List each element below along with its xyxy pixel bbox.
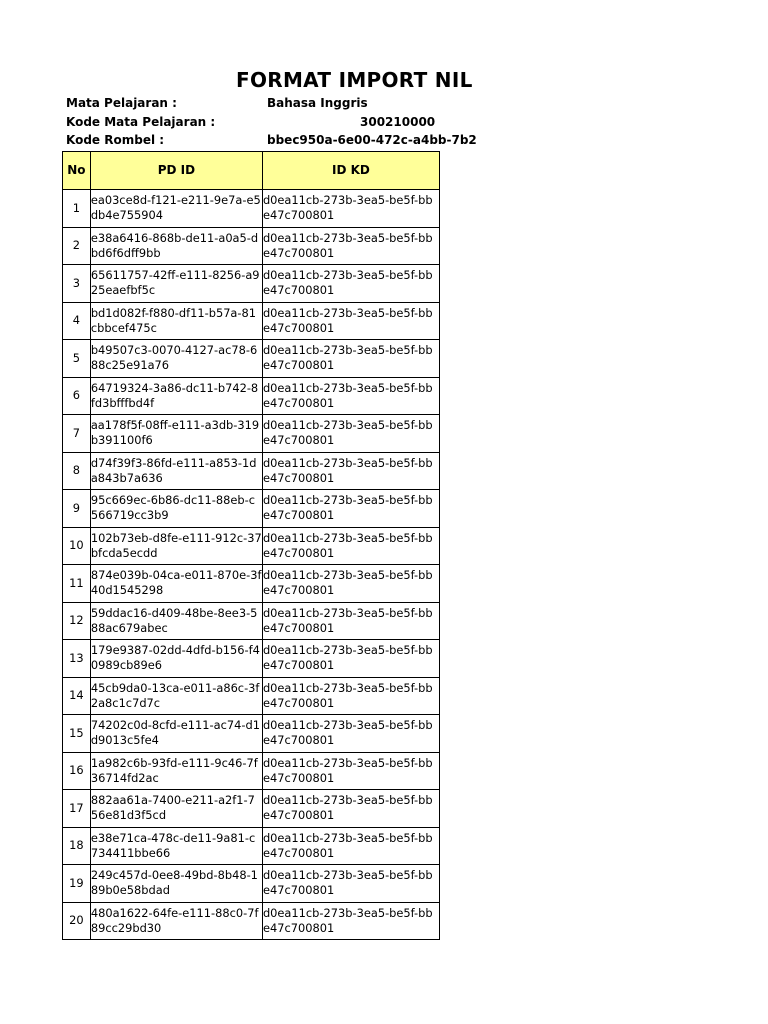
table-row xyxy=(63,190,440,228)
table-row xyxy=(63,340,440,378)
table-row xyxy=(63,227,440,265)
pd-id-cell: e38e71ca-478c-de11-9a81-c734411bbe66 xyxy=(90,827,262,865)
table-row xyxy=(63,865,440,903)
table-header-row xyxy=(63,152,440,190)
id-kd-cell: d0ea11cb-273b-3ea5-be5f-bbe47c700801 xyxy=(262,715,439,753)
pd-id-cell: d74f39f3-86fd-e111-a853-1da843b7a636 xyxy=(90,452,262,490)
kode-rombel-label: Kode Rombel : xyxy=(66,133,165,147)
pd-id-cell: 102b73eb-d8fe-e111-912c-37bfcda5ecdd xyxy=(90,527,262,565)
id-kd-cell: d0ea11cb-273b-3ea5-be5f-bbe47c700801 xyxy=(262,827,439,865)
row-number-cell: 1 xyxy=(63,190,91,228)
pd-id-cell: 480a1622-64fe-e111-88c0-7f89cc29bd30 xyxy=(90,902,262,940)
id-kd-cell: d0ea11cb-273b-3ea5-be5f-bbe47c700801 xyxy=(262,640,439,678)
id-kd-cell: d0ea11cb-273b-3ea5-be5f-bbe47c700801 xyxy=(262,415,439,453)
id-kd-cell: d0ea11cb-273b-3ea5-be5f-bbe47c700801 xyxy=(262,302,439,340)
pd-id-cell: 45cb9da0-13ca-e011-a86c-3f2a8c1c7d7c xyxy=(90,677,262,715)
pd-id-cell: aa178f5f-08ff-e111-a3db-319b391100f6 xyxy=(90,415,262,453)
id-kd-cell: d0ea11cb-273b-3ea5-be5f-bbe47c700801 xyxy=(262,565,439,603)
id-kd-cell: d0ea11cb-273b-3ea5-be5f-bbe47c700801 xyxy=(262,452,439,490)
row-number-cell: 20 xyxy=(63,902,91,940)
table-row xyxy=(63,640,440,678)
table-row xyxy=(63,490,440,528)
table-row xyxy=(63,565,440,603)
id-kd-cell: d0ea11cb-273b-3ea5-be5f-bbe47c700801 xyxy=(262,340,439,378)
pd-id-cell: 65611757-42ff-e111-8256-a925eaefbf5c xyxy=(90,265,262,303)
header-id-kd: ID KD xyxy=(262,152,439,190)
id-kd-cell: d0ea11cb-273b-3ea5-be5f-bbe47c700801 xyxy=(262,752,439,790)
mapel-label: Mata Pelajaran : xyxy=(66,96,177,110)
pd-id-cell: bd1d082f-f880-df11-b57a-81cbbcef475c xyxy=(90,302,262,340)
table-row xyxy=(63,602,440,640)
mapel-value: Bahasa Inggris xyxy=(267,96,368,110)
id-kd-cell: d0ea11cb-273b-3ea5-be5f-bbe47c700801 xyxy=(262,790,439,828)
row-number-cell: 4 xyxy=(63,302,91,340)
row-number-cell: 2 xyxy=(63,227,91,265)
row-number-cell: 7 xyxy=(63,415,91,453)
row-number-cell: 16 xyxy=(63,752,91,790)
row-number-cell: 14 xyxy=(63,677,91,715)
table-row xyxy=(63,677,440,715)
kode-mapel-value: 300210000 xyxy=(360,115,436,129)
id-kd-cell: d0ea11cb-273b-3ea5-be5f-bbe47c700801 xyxy=(262,602,439,640)
pd-id-cell: 64719324-3a86-dc11-b742-8fd3bfffbd4f xyxy=(90,377,262,415)
row-number-cell: 6 xyxy=(63,377,91,415)
import-table xyxy=(62,151,440,940)
id-kd-cell: d0ea11cb-273b-3ea5-be5f-bbe47c700801 xyxy=(262,227,439,265)
row-number-cell: 15 xyxy=(63,715,91,753)
id-kd-cell: d0ea11cb-273b-3ea5-be5f-bbe47c700801 xyxy=(262,527,439,565)
page-title: FORMAT IMPORT NIL xyxy=(236,68,473,92)
pd-id-cell: 882aa61a-7400-e211-a2f1-756e81d3f5cd xyxy=(90,790,262,828)
table-row xyxy=(63,715,440,753)
row-number-cell: 12 xyxy=(63,602,91,640)
row-number-cell: 17 xyxy=(63,790,91,828)
table-row xyxy=(63,415,440,453)
row-number-cell: 9 xyxy=(63,490,91,528)
pd-id-cell: 249c457d-0ee8-49bd-8b48-189b0e58bdad xyxy=(90,865,262,903)
pd-id-cell: e38a6416-868b-de11-a0a5-dbd6f6dff9bb xyxy=(90,227,262,265)
pd-id-cell: 874e039b-04ca-e011-870e-3f40d1545298 xyxy=(90,565,262,603)
id-kd-cell: d0ea11cb-273b-3ea5-be5f-bbe47c700801 xyxy=(262,902,439,940)
row-number-cell: 19 xyxy=(63,865,91,903)
row-number-cell: 13 xyxy=(63,640,91,678)
id-kd-cell: d0ea11cb-273b-3ea5-be5f-bbe47c700801 xyxy=(262,265,439,303)
row-number-cell: 8 xyxy=(63,452,91,490)
table-row xyxy=(63,752,440,790)
table-row xyxy=(63,377,440,415)
kode-rombel-value: bbec950a-6e00-472c-a4bb-7b2 xyxy=(267,133,477,147)
table-body xyxy=(63,190,440,940)
pd-id-cell: 179e9387-02dd-4dfd-b156-f40989cb89e6 xyxy=(90,640,262,678)
id-kd-cell: d0ea11cb-273b-3ea5-be5f-bbe47c700801 xyxy=(262,865,439,903)
row-number-cell: 11 xyxy=(63,565,91,603)
pd-id-cell: 95c669ec-6b86-dc11-88eb-c566719cc3b9 xyxy=(90,490,262,528)
header-no: No xyxy=(63,152,91,190)
table-row xyxy=(63,827,440,865)
table-row xyxy=(63,790,440,828)
row-number-cell: 10 xyxy=(63,527,91,565)
pd-id-cell: b49507c3-0070-4127-ac78-688c25e91a76 xyxy=(90,340,262,378)
id-kd-cell: d0ea11cb-273b-3ea5-be5f-bbe47c700801 xyxy=(262,190,439,228)
row-number-cell: 18 xyxy=(63,827,91,865)
table-row xyxy=(63,902,440,940)
id-kd-cell: d0ea11cb-273b-3ea5-be5f-bbe47c700801 xyxy=(262,377,439,415)
table-row xyxy=(63,452,440,490)
header-pd-id: PD ID xyxy=(90,152,262,190)
id-kd-cell: d0ea11cb-273b-3ea5-be5f-bbe47c700801 xyxy=(262,677,439,715)
row-number-cell: 5 xyxy=(63,340,91,378)
pd-id-cell: ea03ce8d-f121-e211-9e7a-e5db4e755904 xyxy=(90,190,262,228)
pd-id-cell: 59ddac16-d409-48be-8ee3-588ac679abec xyxy=(90,602,262,640)
table-row xyxy=(63,527,440,565)
table-row xyxy=(63,302,440,340)
id-kd-cell: d0ea11cb-273b-3ea5-be5f-bbe47c700801 xyxy=(262,490,439,528)
pd-id-cell: 74202c0d-8cfd-e111-ac74-d1d9013c5fe4 xyxy=(90,715,262,753)
kode-mapel-label: Kode Mata Pelajaran : xyxy=(66,115,216,129)
pd-id-cell: 1a982c6b-93fd-e111-9c46-7f36714fd2ac xyxy=(90,752,262,790)
row-number-cell: 3 xyxy=(63,265,91,303)
table-row xyxy=(63,265,440,303)
